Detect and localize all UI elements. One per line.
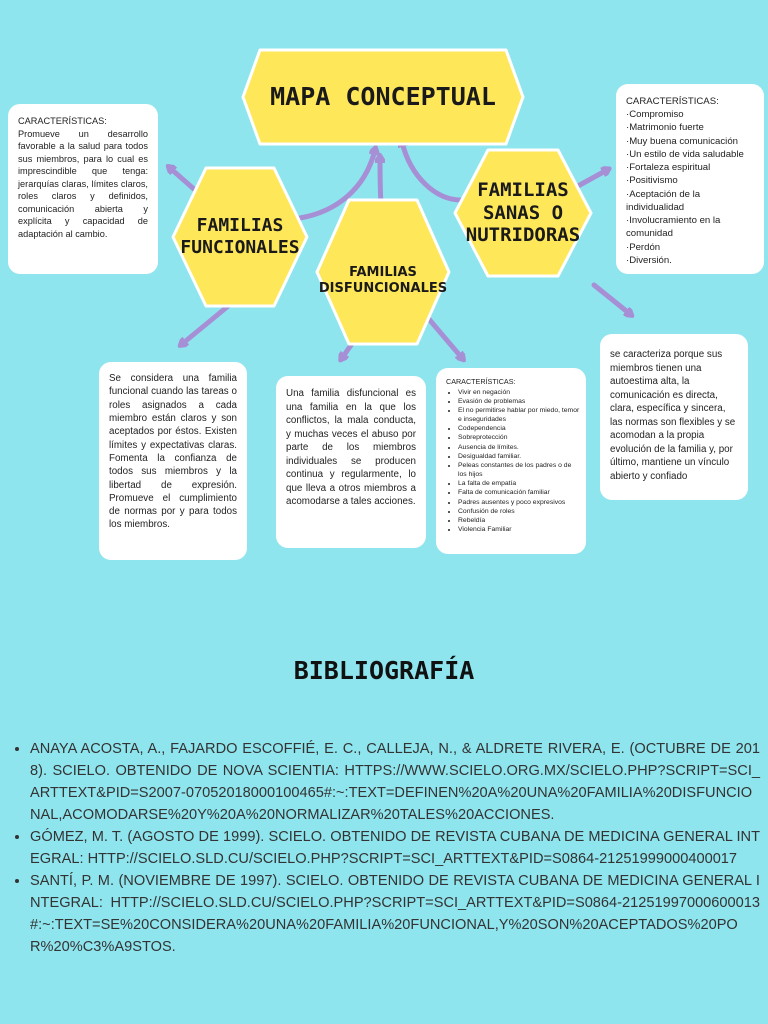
card-funcionales-caracteristicas	[8, 104, 158, 274]
card-heading: CARACTERÍSTICAS:	[446, 377, 516, 386]
card-funcional-definicion	[99, 362, 247, 560]
node-label-sanas: FAMILIAS SANAS O NUTRIDORAS	[465, 178, 581, 247]
arrow-sanas-to-def	[594, 285, 630, 314]
card-text: CARACTERÍSTICAS: Promueve un desarrollo favorable a la salud para todos sus miembros, para lo cual es imprescindible que tenga: jerarquías claras, límites claros, roles claros y definidos, comunicación abierta y explícita y capacidad de adaptación al cambio.	[18, 116, 148, 239]
card-sanas-definicion	[600, 334, 748, 500]
bibliography-item: • SANTÍ, P. M. (NOVIEMBRE DE 1997). SCIELO. OBTENIDO DE REVISTA CUBANA DE MEDICINA GENERAL INTEGRAL: HTTP://SCIELO.SLD.CU/SCIELO.PHP?SCRIPT=SCI_ARTTEXT&PID=S0864-21251997000600013#:~:TEXT=SE%20CONSIDERA%20UNA%20FAMILIA%20FUNCIONAL,Y%20SON%20ACEPTADOS%20POR%20%C3%A9STOS.	[30, 870, 760, 958]
card-text: CARACTERÍSTICAS: ·Compromiso ·Matrimonio fuerte ·Muy buena comunicación ·Un estilo de vida saludable ·Fortaleza espiritual ·Positivismo ·Aceptación de la individualidad ·Involucramiento en la comunidad ·Perdón ·Diversión.	[626, 96, 744, 266]
node-label-funcionales: FAMILIAS FUNCIONALES	[180, 215, 300, 258]
bibliography-list	[10, 738, 760, 958]
list-item: • Confusión de roles	[458, 507, 580, 516]
list-item: • Evasión de problemas	[458, 397, 580, 406]
list-item: • Peleas constantes de los padres o de los hijos	[458, 461, 580, 479]
characteristics-list	[446, 388, 580, 535]
card-disfuncional-definicion	[276, 376, 426, 548]
card-text: Una familia disfuncional es una familia en la que los conflictos, la mala conducta, y muchas veces el abuso por parte de los miembros individuales se producen continua y regularmente, lo que lleva a otros miembros a acomodarse a tales acciones.	[286, 388, 416, 508]
list-item: • Codependencia	[458, 424, 580, 433]
bibliography-item: • ANAYA ACOSTA, A., FAJARDO ESCOFFIÉ, E. C., CALLEJA, N., & ALDRETE RIVERA, E. (OCTUBRE DE 2018). SCIELO. OBTENIDO DE NOVA SCIENTIA: HTTPS://WWW.SCIELO.ORG.MX/SCIELO.PHP?SCRIPT=SCI_ARTTEXT&PID=S2007-07052018000100465#:~:TEXT=DEFINEN%20A%20UNA%20FAMILIA%20DISFUNCIONAL,ACOMODARSE%20Y%20A%20NORMALIZAR%20TALES%20ACCIONES.	[30, 738, 760, 826]
list-item: • Violencia Familiar	[458, 525, 580, 534]
title-hexagon	[240, 47, 526, 147]
node-familias-disfuncionales	[314, 196, 452, 348]
node-familias-sanas	[452, 146, 594, 280]
list-item: • Rebeldía	[458, 516, 580, 525]
card-text: se caracteriza porque sus miembros tienen una autoestima alta, la comunicación es directa, clara, específica y sincera, las normas son flexibles y se acomodan a la propia evolución de la familia y, por último, mantiene un vínculo abierto y confiado	[610, 349, 736, 482]
list-item: • Desigualdad familiar.	[458, 452, 580, 461]
card-text: Se considera una familia funcional cuando las tareas o roles asignados a cada miembro están claros y son aceptados por éstos. Existen límites y expectativas claras. Fomenta la confianza de todos sus miembros y la libertad de expresión. Promueve el cumplimiento de normas por y para todos los miembros.	[109, 373, 237, 531]
node-familias-funcionales	[170, 164, 310, 310]
list-item: • Falta de comunicación familiar	[458, 488, 580, 497]
bibliography-item: • GÓMEZ, M. T. (AGOSTO DE 1999). SCIELO. OBTENIDO DE REVISTA CUBANA DE MEDICINA GENERAL INTEGRAL: HTTP://SCIELO.SLD.CU/SCIELO.PHP?SCRIPT=SCI_ARTTEXT&PID=S0864-21251999000400017	[30, 826, 760, 870]
list-item: • La falta de empatía	[458, 479, 580, 488]
list-item: • Ausencia de límites.	[458, 443, 580, 452]
card-sanas-caracteristicas	[616, 84, 764, 274]
card-disfuncional-caracteristicas	[436, 368, 586, 554]
list-item: • Padres ausentes y poco expresivos	[458, 498, 580, 507]
list-item: • Vivir en negación	[458, 388, 580, 397]
page-title: MAPA CONCEPTUAL	[270, 82, 496, 111]
node-label-disfuncionales: FAMILIAS DISFUNCIONALES	[318, 265, 448, 296]
bibliography-title: BIBLIOGRAFÍA	[293, 656, 475, 685]
list-item: • Sobreprotección	[458, 433, 580, 442]
list-item: • El no permitirse hablar por miedo, temor e inseguridades	[458, 406, 580, 424]
